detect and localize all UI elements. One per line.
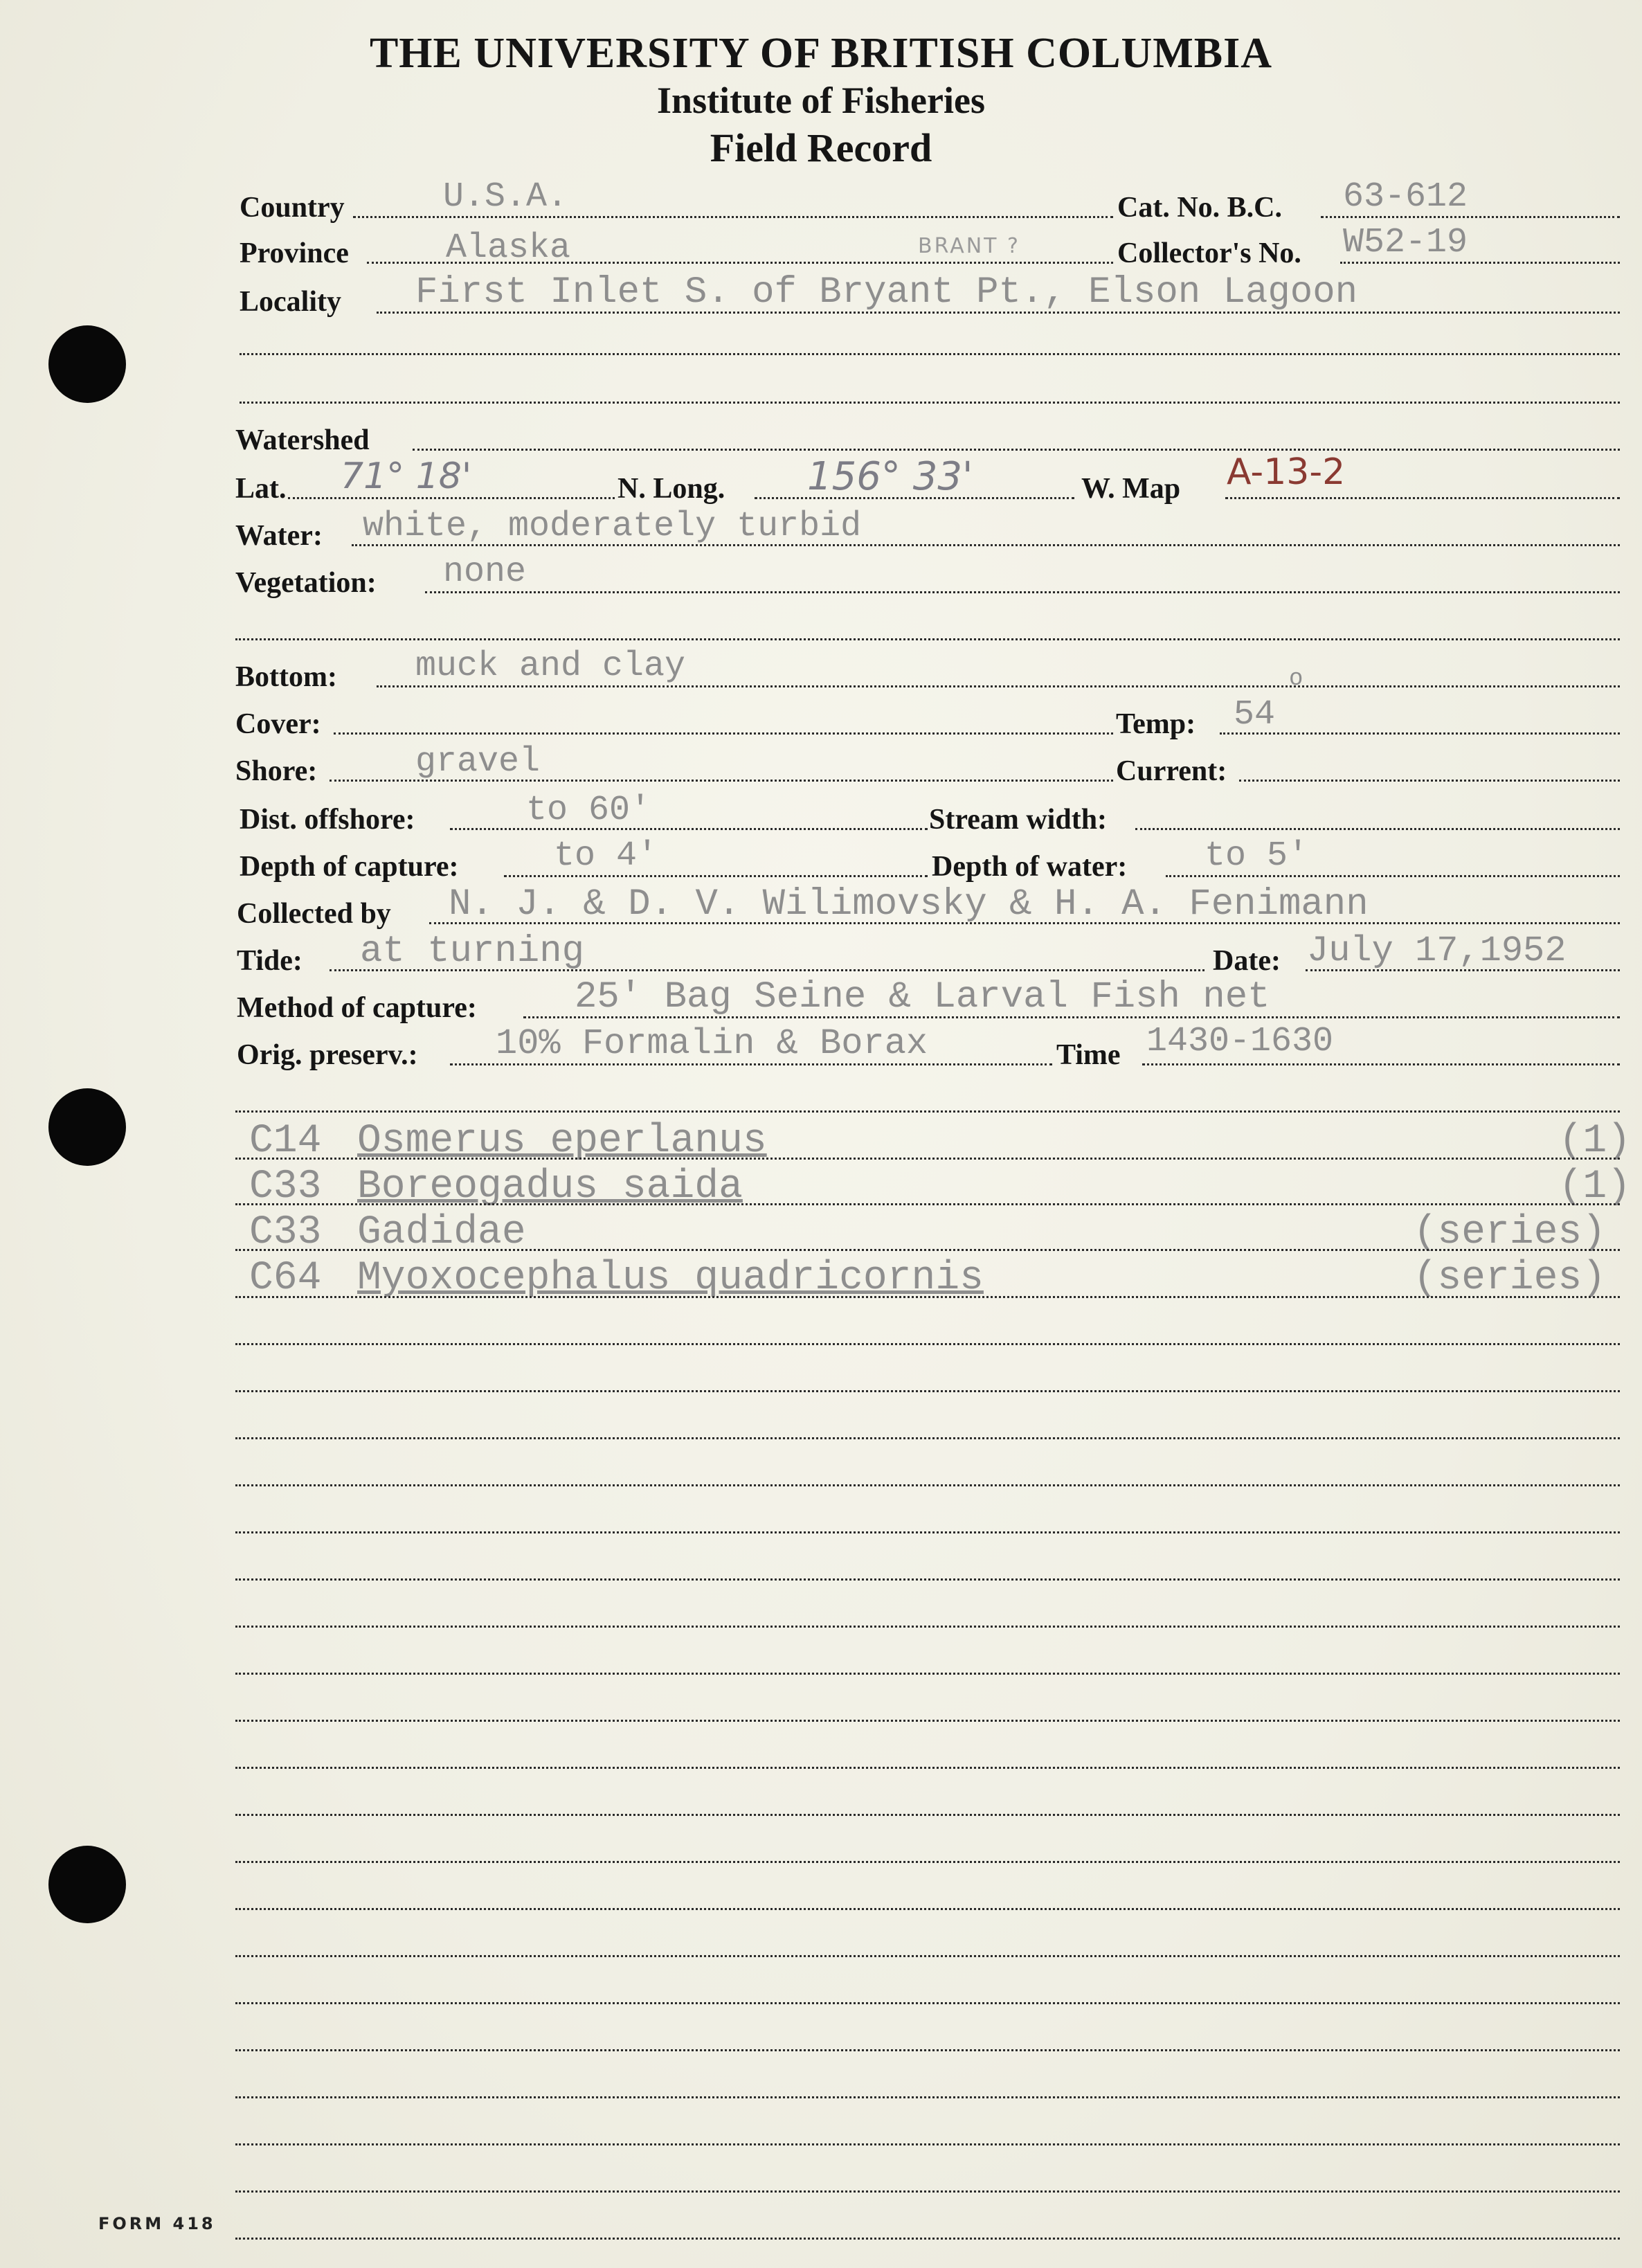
ruled-line [235, 1861, 1620, 1863]
ruled-line [235, 1908, 1620, 1910]
ruled-line [235, 1203, 1620, 1205]
ruled-line [235, 2238, 1620, 2240]
line-stream-width [1135, 828, 1620, 830]
value-vegetation: none [443, 552, 527, 592]
species-code: C14 [249, 1119, 322, 1164]
line-time [1142, 1063, 1620, 1065]
ruled-line [235, 1720, 1620, 1722]
line-locality-3 [240, 402, 1620, 404]
species-name: Gadidae [357, 1210, 526, 1255]
value-orig-preserv: 10% Formalin & Borax [496, 1023, 928, 1064]
value-cat-no: 63-612 [1343, 177, 1468, 217]
value-shore: gravel [415, 742, 541, 782]
label-shore: Shore: [235, 755, 318, 787]
species-count: (1) [1558, 1119, 1631, 1164]
form-number: FORM 418 [98, 2214, 216, 2233]
label-n-long: N. Long. [617, 473, 725, 505]
label-bottom: Bottom: [235, 661, 337, 693]
value-locality: First Inlet S. of Bryant Pt., Elson Lagoon [415, 271, 1358, 314]
line-map [1225, 497, 1620, 499]
label-vegetation: Vegetation: [235, 567, 377, 599]
label-watershed: Watershed [235, 424, 370, 456]
ruled-line [235, 2190, 1620, 2193]
line-separator [235, 1110, 1620, 1113]
label-locality: Locality [240, 286, 341, 318]
ruled-line [235, 1767, 1620, 1769]
ruled-line [235, 1955, 1620, 1957]
value-dist-offshore: to 60' [526, 791, 651, 830]
institution-title: THE UNIVERSITY OF BRITISH COLUMBIA [369, 30, 1273, 77]
ruled-line [235, 2049, 1620, 2051]
ruled-line [235, 1531, 1620, 1533]
label-method: Method of capture: [237, 992, 477, 1024]
ruled-line [235, 2002, 1620, 2004]
species-code: C33 [249, 1210, 322, 1255]
value-country: U.S.A. [443, 177, 568, 217]
label-orig-preserv: Orig. preserv.: [237, 1039, 418, 1071]
value-depth-water: to 5' [1205, 836, 1309, 876]
label-cat-no: Cat. No. B.C. [1117, 192, 1282, 224]
species-name: Myoxocephalus quadricornis [357, 1256, 984, 1301]
department-title: Institute of Fisheries [657, 80, 985, 121]
value-lat: 71° 18' [341, 456, 472, 497]
ruled-line [235, 1343, 1620, 1345]
line-vegetation [425, 591, 1620, 593]
species-count: (series) [1413, 1256, 1606, 1301]
label-depth-water: Depth of water: [932, 851, 1128, 883]
label-lat: Lat. [235, 473, 287, 505]
species-count: (1) [1558, 1164, 1631, 1209]
ruled-line [235, 1578, 1620, 1581]
value-bottom: muck and clay [415, 647, 686, 686]
form-title: Field Record [710, 125, 932, 170]
label-temp: Temp: [1116, 708, 1196, 740]
ruled-line [235, 1158, 1620, 1160]
punch-hole-middle [48, 1088, 126, 1166]
punch-hole-top [48, 325, 126, 403]
label-collectors-no: Collector's No. [1117, 237, 1301, 269]
ruled-line [235, 1814, 1620, 1816]
species-count: (series) [1413, 1210, 1606, 1255]
species-name: Boreogadus saida [357, 1164, 743, 1209]
species-name: Osmerus eperlanus [357, 1119, 767, 1164]
value-time: 1430-1630 [1146, 1022, 1334, 1061]
value-water: white, moderately turbid [363, 507, 862, 546]
label-dist-offshore: Dist. offshore: [240, 804, 415, 836]
line-watershed [413, 449, 1620, 451]
value-map: A-13-2 [1227, 451, 1346, 493]
line-cover [334, 732, 1113, 735]
line-temp [1220, 732, 1620, 735]
line-dist-offshore [450, 828, 928, 830]
line-lat [288, 497, 615, 499]
line-vegetation-2 [235, 638, 1620, 640]
label-cover: Cover: [235, 708, 321, 740]
ruled-line [235, 1249, 1620, 1251]
species-code: C33 [249, 1164, 322, 1209]
label-stream-width: Stream width: [929, 804, 1108, 836]
ruled-line [235, 2143, 1620, 2145]
line-current [1239, 780, 1620, 782]
label-tide: Tide: [237, 945, 303, 977]
punch-hole-bottom [48, 1846, 126, 1923]
label-date: Date: [1213, 945, 1281, 977]
value-long: 156° 33' [807, 454, 973, 499]
label-collected-by: Collected by [237, 898, 391, 930]
label-current: Current: [1116, 755, 1227, 787]
label-province: Province [240, 237, 349, 269]
label-depth-capture: Depth of capture: [240, 851, 459, 883]
ruled-line [235, 1296, 1620, 1298]
ruled-line [235, 1673, 1620, 1675]
label-water: Water: [235, 520, 323, 552]
value-depth-capture: to 4' [554, 836, 658, 876]
value-collected-by: N. J. & D. V. Wilimovsky & H. A. Fenimann [449, 883, 1369, 926]
value-temp-degree: o [1289, 666, 1303, 692]
value-date: July 17,1952 [1307, 930, 1567, 971]
line-locality-2 [240, 353, 1620, 355]
note-brant: BRANT ? [918, 234, 1020, 258]
value-method: 25' Bag Seine & Larval Fish net [575, 976, 1270, 1018]
value-temp: 54 [1234, 695, 1276, 735]
ruled-line [235, 1626, 1620, 1628]
ruled-line [235, 1390, 1620, 1392]
ruled-line [235, 1437, 1620, 1439]
species-code: C64 [249, 1256, 322, 1301]
ruled-line [235, 1484, 1620, 1486]
value-collectors-no: W52-19 [1343, 223, 1468, 262]
ruled-line [235, 2096, 1620, 2098]
label-w-map: W. Map [1081, 473, 1181, 505]
value-province: Alaska [446, 228, 571, 268]
label-time: Time [1056, 1039, 1121, 1071]
label-country: Country [240, 192, 345, 224]
value-tide: at turning [360, 930, 585, 973]
